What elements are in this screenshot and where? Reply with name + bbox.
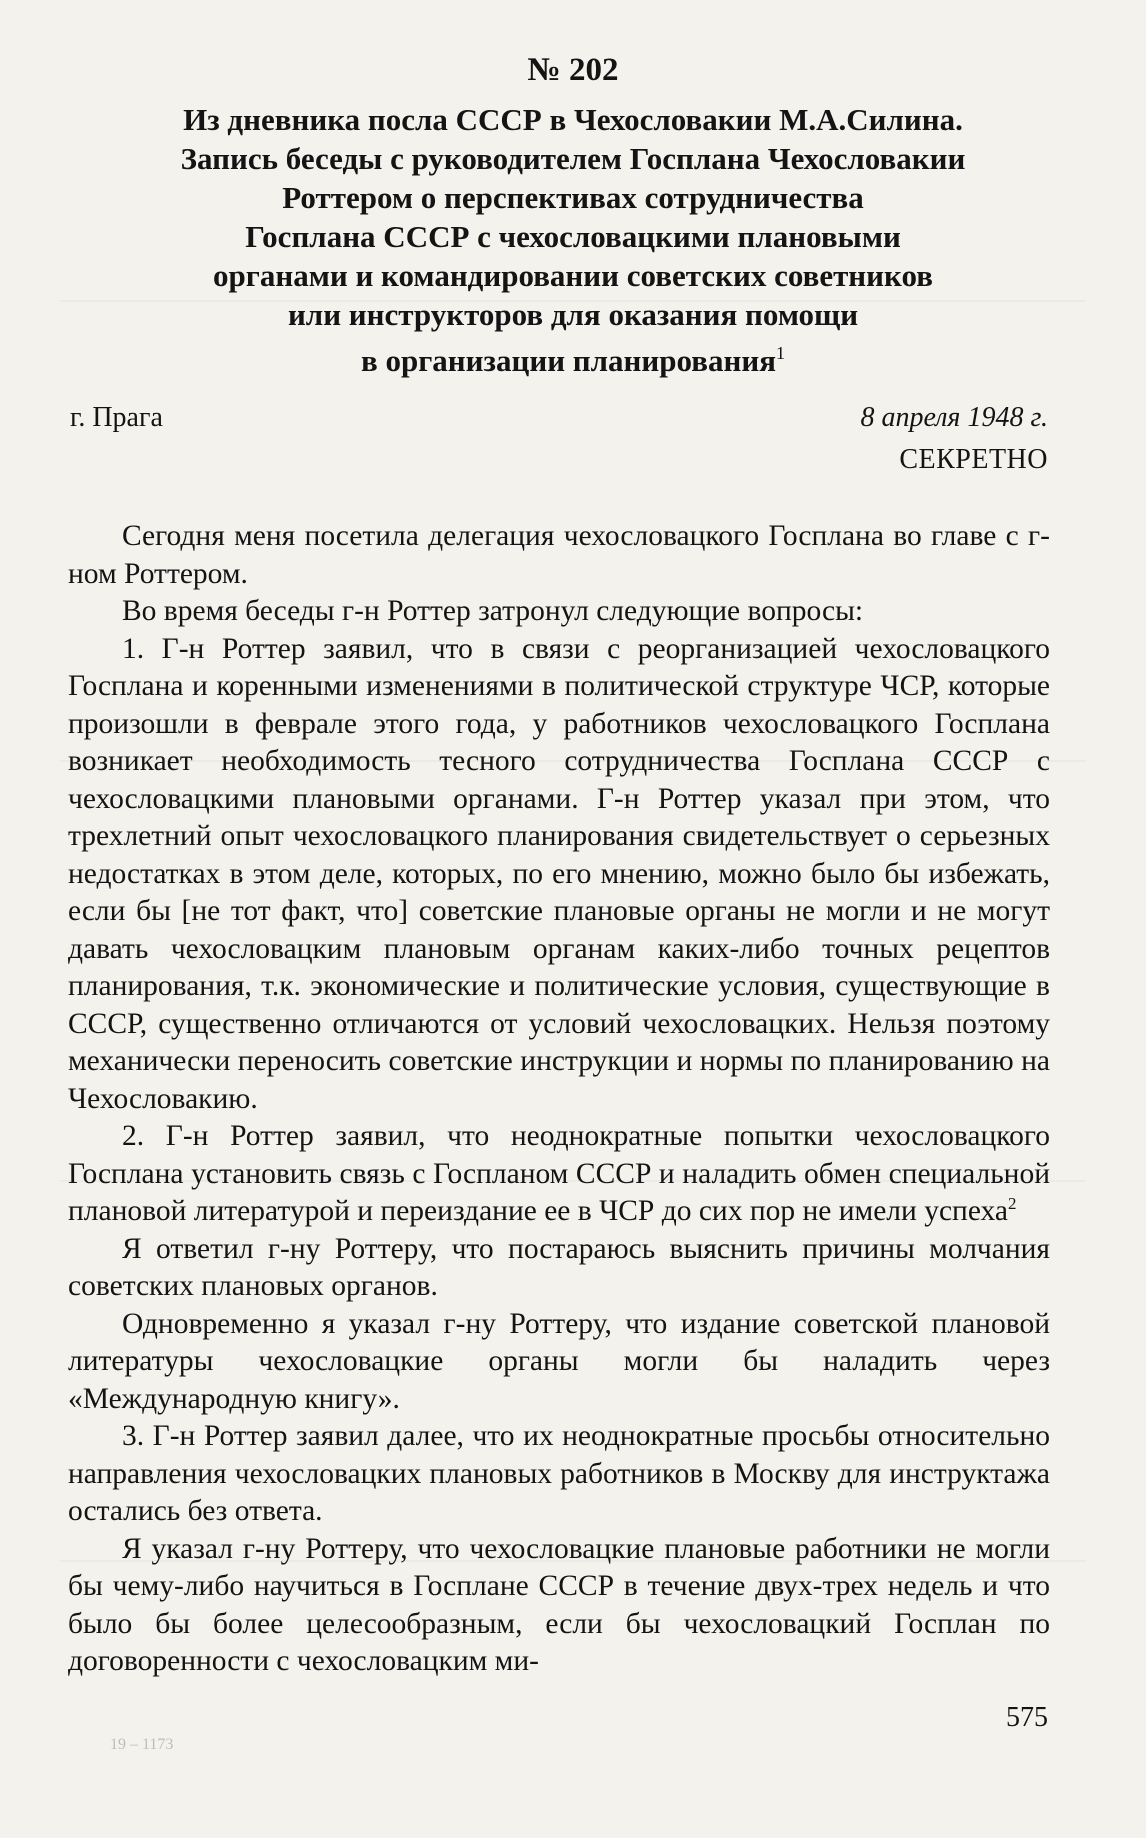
- body-paragraph: 3. Г-н Роттер заявил далее, что их неоднократные просьбы относительно направления чехословацких плановых работников в Москву для инструктажа остались без ответа.: [68, 1420, 1050, 1527]
- body-paragraph: Я ответил г-ну Роттеру, что постараюсь выяснить причины молчания советских плановых органов.: [68, 1232, 1050, 1302]
- title-line: органами и командировании советских советников: [213, 258, 933, 293]
- body-paragraph: Я указал г-ну Роттеру, что чехословацкие плановые работники не могли бы чему-либо научиться в Госплане СССР в течение двух-трех недель и что было бы более целесообразным, если бы чехословацкий Госплан по договоренности с чехословацким ми-: [68, 1532, 1050, 1677]
- title-footnote-marker: 1: [776, 343, 785, 363]
- title-line: Госплана СССР с чехословацкими плановыми: [245, 219, 901, 254]
- title-line-last: [60, 334, 1086, 380]
- document-title: [60, 100, 1086, 380]
- footnote-marker: 2: [1007, 1194, 1017, 1213]
- body-paragraph: Во время беседы г-н Роттер затронул следующие вопросы:: [122, 595, 864, 627]
- date: 8 апреля 1948 г.: [860, 402, 1048, 433]
- body-paragraph: 1. Г-н Роттер заявил, что в связи с реорганизацией чехословацкого Госплана и коренными изменениями в политической структуре ЧСР, которые произошли в феврале этого года, у работников чехословацкого Госплана возникает необходимость тесного сотрудничества Госплана СССР с чехословацкими плановыми органами. Г-н Роттер указал при этом, что трехлетний опыт чехословацкого планирования свидетельствует о серьезных недостатках в этом деле, которых, по его мнению, можно было бы избежать, если бы [не тот факт, что] советские плановые органы не могли и не могут давать чехословацким плановым органам каких-либо точных рецептов планирования, т.к. экономические и политические условия, существующие в СССР, существенно отличаются от условий чехословацких. Нельзя поэтому механически переносить советские инструкции и нормы по планированию на Чехословакию.: [68, 632, 1050, 1115]
- title-line: Запись беседы с руководителем Госплана Чехословакии: [180, 141, 966, 176]
- place: г. Прага: [70, 402, 163, 433]
- title-line: Из дневника посла СССР в Чехословакии М.А.Силина.: [183, 102, 963, 137]
- body-paragraph: [68, 1118, 1050, 1231]
- document-body: [68, 518, 1050, 1681]
- title-line: или инструкторов для оказания помощи: [287, 297, 859, 332]
- title-line: в организации планирования: [360, 343, 776, 378]
- paragraph-text: 2. Г-н Роттер заявил, что неоднократные попытки чехословацкого Госплана установить связь с Госпланом СССР и наладить обмен специальной плановой литературой и переиздание ее в ЧСР до сих пор не имели успеха: [68, 1120, 1050, 1227]
- title-line: Роттером о перспективах сотрудничества: [282, 180, 864, 215]
- document-number: № 202: [527, 52, 619, 88]
- body-paragraph: Одновременно я указал г-ну Роттеру, что издание советской плановой литературы чехословацкие органы могли бы наладить через «Международную книгу».: [68, 1307, 1050, 1415]
- page-number: 575: [1006, 1702, 1048, 1733]
- classification-stamp: СЕКРЕТНО: [899, 444, 1048, 475]
- body-paragraph: Сегодня меня посетила делегация чехословацкого Госплана во главе с г-ном Роттером.: [68, 520, 1050, 590]
- printer-signature-mark: 19 – 1173: [110, 1736, 174, 1753]
